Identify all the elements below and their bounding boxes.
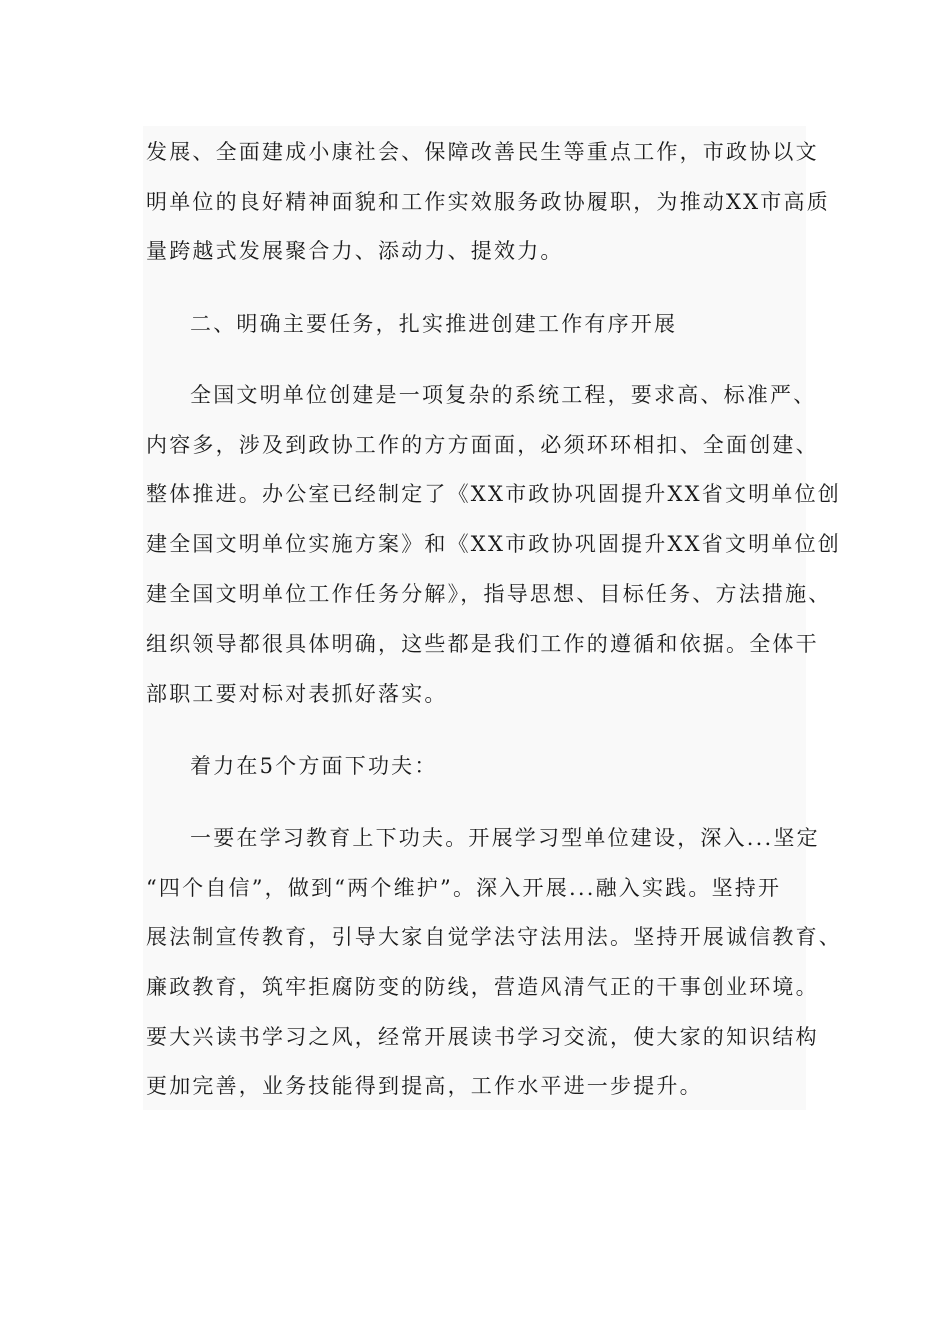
paragraph-line: 组织领导都很具体明确，这些都是我们工作的遵循和依据。全体干 <box>146 632 819 656</box>
body-text-block <box>143 126 842 1110</box>
paragraph-line: “四个自信”，做到“两个维护”。深入开展...融入实践。坚持开 <box>146 876 782 900</box>
paragraph-line: 一要在学习教育上下功夫。开展学习型单位建设，深入...坚定 <box>190 826 820 850</box>
paragraph-line: 部职工要对标对表抓好落实。 <box>146 682 448 706</box>
paragraph-line: 量跨越式发展聚合力、添动力、提效力。 <box>146 239 564 263</box>
paragraph-line: 廉政教育，筑牢拒腐防变的防线，营造风清气正的干事创业环境。 <box>146 975 819 999</box>
paragraph-line: 建全国文明单位工作任务分解》，指导思想、目标任务、方法措施、 <box>146 582 832 606</box>
paragraph-line: 展法制宣传教育，引导大家自觉学法守法用法。坚持开展诚信教育、 <box>146 925 842 949</box>
paragraph-line: 更加完善，业务技能得到提高，工作水平进一步提升。 <box>146 1074 703 1098</box>
paragraph-line: 明单位的良好精神面貌和工作实效服务政协履职，为推动XX市高质 <box>146 190 830 214</box>
paragraph-line: 着力在5个方面下功夫： <box>190 754 438 778</box>
paragraph-line: 要大兴读书学习之风，经常开展读书学习交流，使大家的知识结构 <box>146 1025 819 1049</box>
paragraph-line: 建全国文明单位实施方案》和《XX市政协巩固提升XX省文明单位创 <box>146 532 841 556</box>
section-heading: 二、明确主要任务，扎实推进创建工作有序开展 <box>190 312 678 336</box>
paragraph-line: 内容多，涉及到政协工作的方方面面，必须环环相扣、全面创建、 <box>146 433 819 457</box>
paragraph-line: 整体推进。办公室已经制定了《XX市政协巩固提升XX省文明单位创 <box>146 482 841 506</box>
paragraph-line: 全国文明单位创建是一项复杂的系统工程，要求高、标准严、 <box>190 383 817 407</box>
paragraph-line: 发展、全面建成小康社会、保障改善民生等重点工作，市政协以文 <box>146 140 819 164</box>
